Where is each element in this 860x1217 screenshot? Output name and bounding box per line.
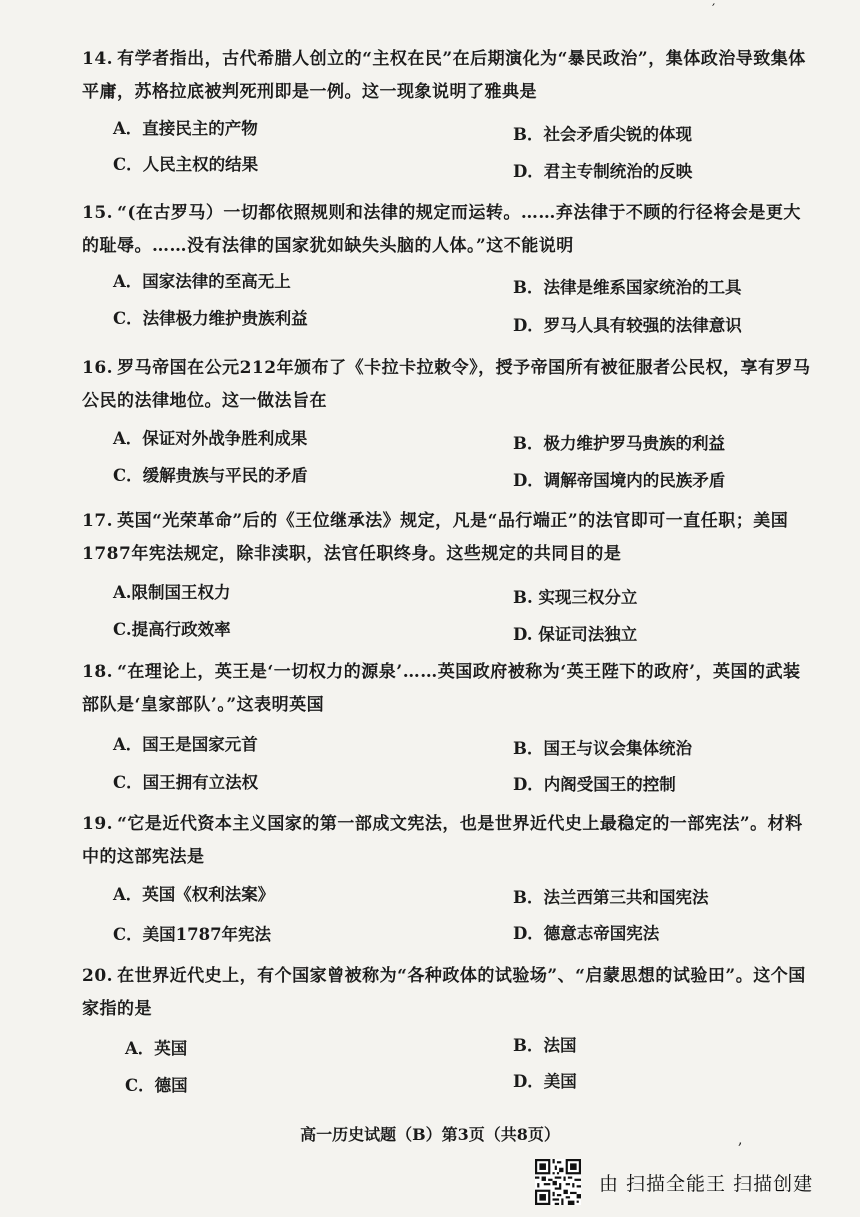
question-17-option-d: D. 保证司法独立 bbox=[513, 625, 638, 644]
question-16-option-a: A．保证对外战争胜利成果 bbox=[113, 429, 308, 448]
question-19-option-b: B．法兰西第三共和国宪法 bbox=[513, 888, 709, 907]
question-19-option-c: C．美国1787年宪法 bbox=[113, 925, 272, 944]
question-17-option-a: A.限制国王权力 bbox=[113, 583, 231, 602]
question-19-option-d: D．德意志帝国宪法 bbox=[513, 924, 660, 943]
question-15-option-c: C．法律极力维护贵族利益 bbox=[113, 309, 308, 328]
question-18-option-b: B．国王与议会集体统治 bbox=[513, 739, 692, 758]
question-14-option-c: C．人民主权的结果 bbox=[113, 155, 259, 174]
question-17-stem: 17. 英国“光荣革命”后的《王位继承法》规定，凡是“品行端正”的法官即可一直任职；美国1787年宪法规定，除非渎职，法官任职终身。这些规定的共同目的是 bbox=[82, 511, 789, 564]
question-20-option-c: C．德国 bbox=[125, 1076, 188, 1095]
question-14-stem: 14. 有学者指出，古代希腊人创立的“主权在民”在后期演化为“暴民政治”，集体政治导致集体平庸，苏格拉底被判死刑即是一例。这一现象说明了雅典是 bbox=[82, 49, 806, 102]
question-14-option-a: A．直接民主的产物 bbox=[113, 119, 258, 138]
question-18-option-a: A．国王是国家元首 bbox=[113, 735, 258, 754]
question-16-stem: 16. 罗马帝国在公元212年颁布了《卡拉卡拉敕令》，授予帝国所有被征服者公民权，享有罗马公民的法律地位。这一做法旨在 bbox=[82, 358, 811, 411]
question-20-option-b: B．法国 bbox=[513, 1036, 577, 1055]
qr-code-icon bbox=[535, 1159, 581, 1205]
question-15-option-b: B．法律是维系国家统治的工具 bbox=[513, 278, 742, 297]
question-14-option-b: B．社会矛盾尖锐的体现 bbox=[513, 125, 692, 144]
scanner-watermark bbox=[535, 1160, 813, 1204]
question-19-option-a: A．英国《权利法案》 bbox=[113, 885, 275, 904]
question-18-option-d: D．内阁受国王的控制 bbox=[513, 775, 676, 794]
question-14-option-d: D．君主专制统治的反映 bbox=[513, 162, 693, 181]
question-17-option-c: C.提高行政效率 bbox=[113, 620, 231, 639]
question-19-stem: 19. “它是近代资本主义国家的第一部成文宪法，也是世界近代史上最稳定的一部宪法”。材料中的这部宪法是 bbox=[82, 814, 803, 867]
question-16-option-d: D．调解帝国境内的民族矛盾 bbox=[513, 471, 726, 490]
question-20-option-d: D．美国 bbox=[513, 1072, 577, 1091]
question-16-option-b: B．极力维护罗马贵族的利益 bbox=[513, 434, 725, 453]
question-20-stem: 20. 在世界近代史上，有个国家曾被称为“各种政体的试验场”、“启蒙思想的试验田”。这个国家指的是 bbox=[82, 966, 806, 1019]
question-17-option-b: B. 实现三权分立 bbox=[513, 588, 638, 607]
question-18-option-c: C．国王拥有立法权 bbox=[113, 773, 259, 792]
scanner-watermark-text: 由 扫描全能王 扫描创建 bbox=[599, 1172, 814, 1195]
question-18-stem: 18. “在理论上，英王是‘一切权力的源泉’……英国政府被称为‘英王陛下的政府’，英国的武装部队是‘皇家部队’。”这表明英国 bbox=[82, 662, 801, 715]
question-20-option-a: A．英国 bbox=[125, 1039, 188, 1058]
question-15-option-d: D．罗马人具有较强的法律意识 bbox=[513, 316, 742, 335]
question-15-stem: 15. “(在古罗马）一切都依照规则和法律的规定而运转。……弃法律于不顾的行径将会是更大的耻辱。……没有法律的国家犹如缺失头脑的人体。”这不能说明 bbox=[82, 203, 801, 256]
page-footer: 高一历史试题（B）第3页（共8页） bbox=[300, 1125, 560, 1144]
scan-speck: ′ bbox=[712, 2, 716, 18]
scan-speck: , bbox=[738, 1132, 743, 1148]
question-16-option-c: C．缓解贵族与平民的矛盾 bbox=[113, 466, 308, 485]
question-15-option-a: A．国家法律的至高无上 bbox=[113, 272, 291, 291]
